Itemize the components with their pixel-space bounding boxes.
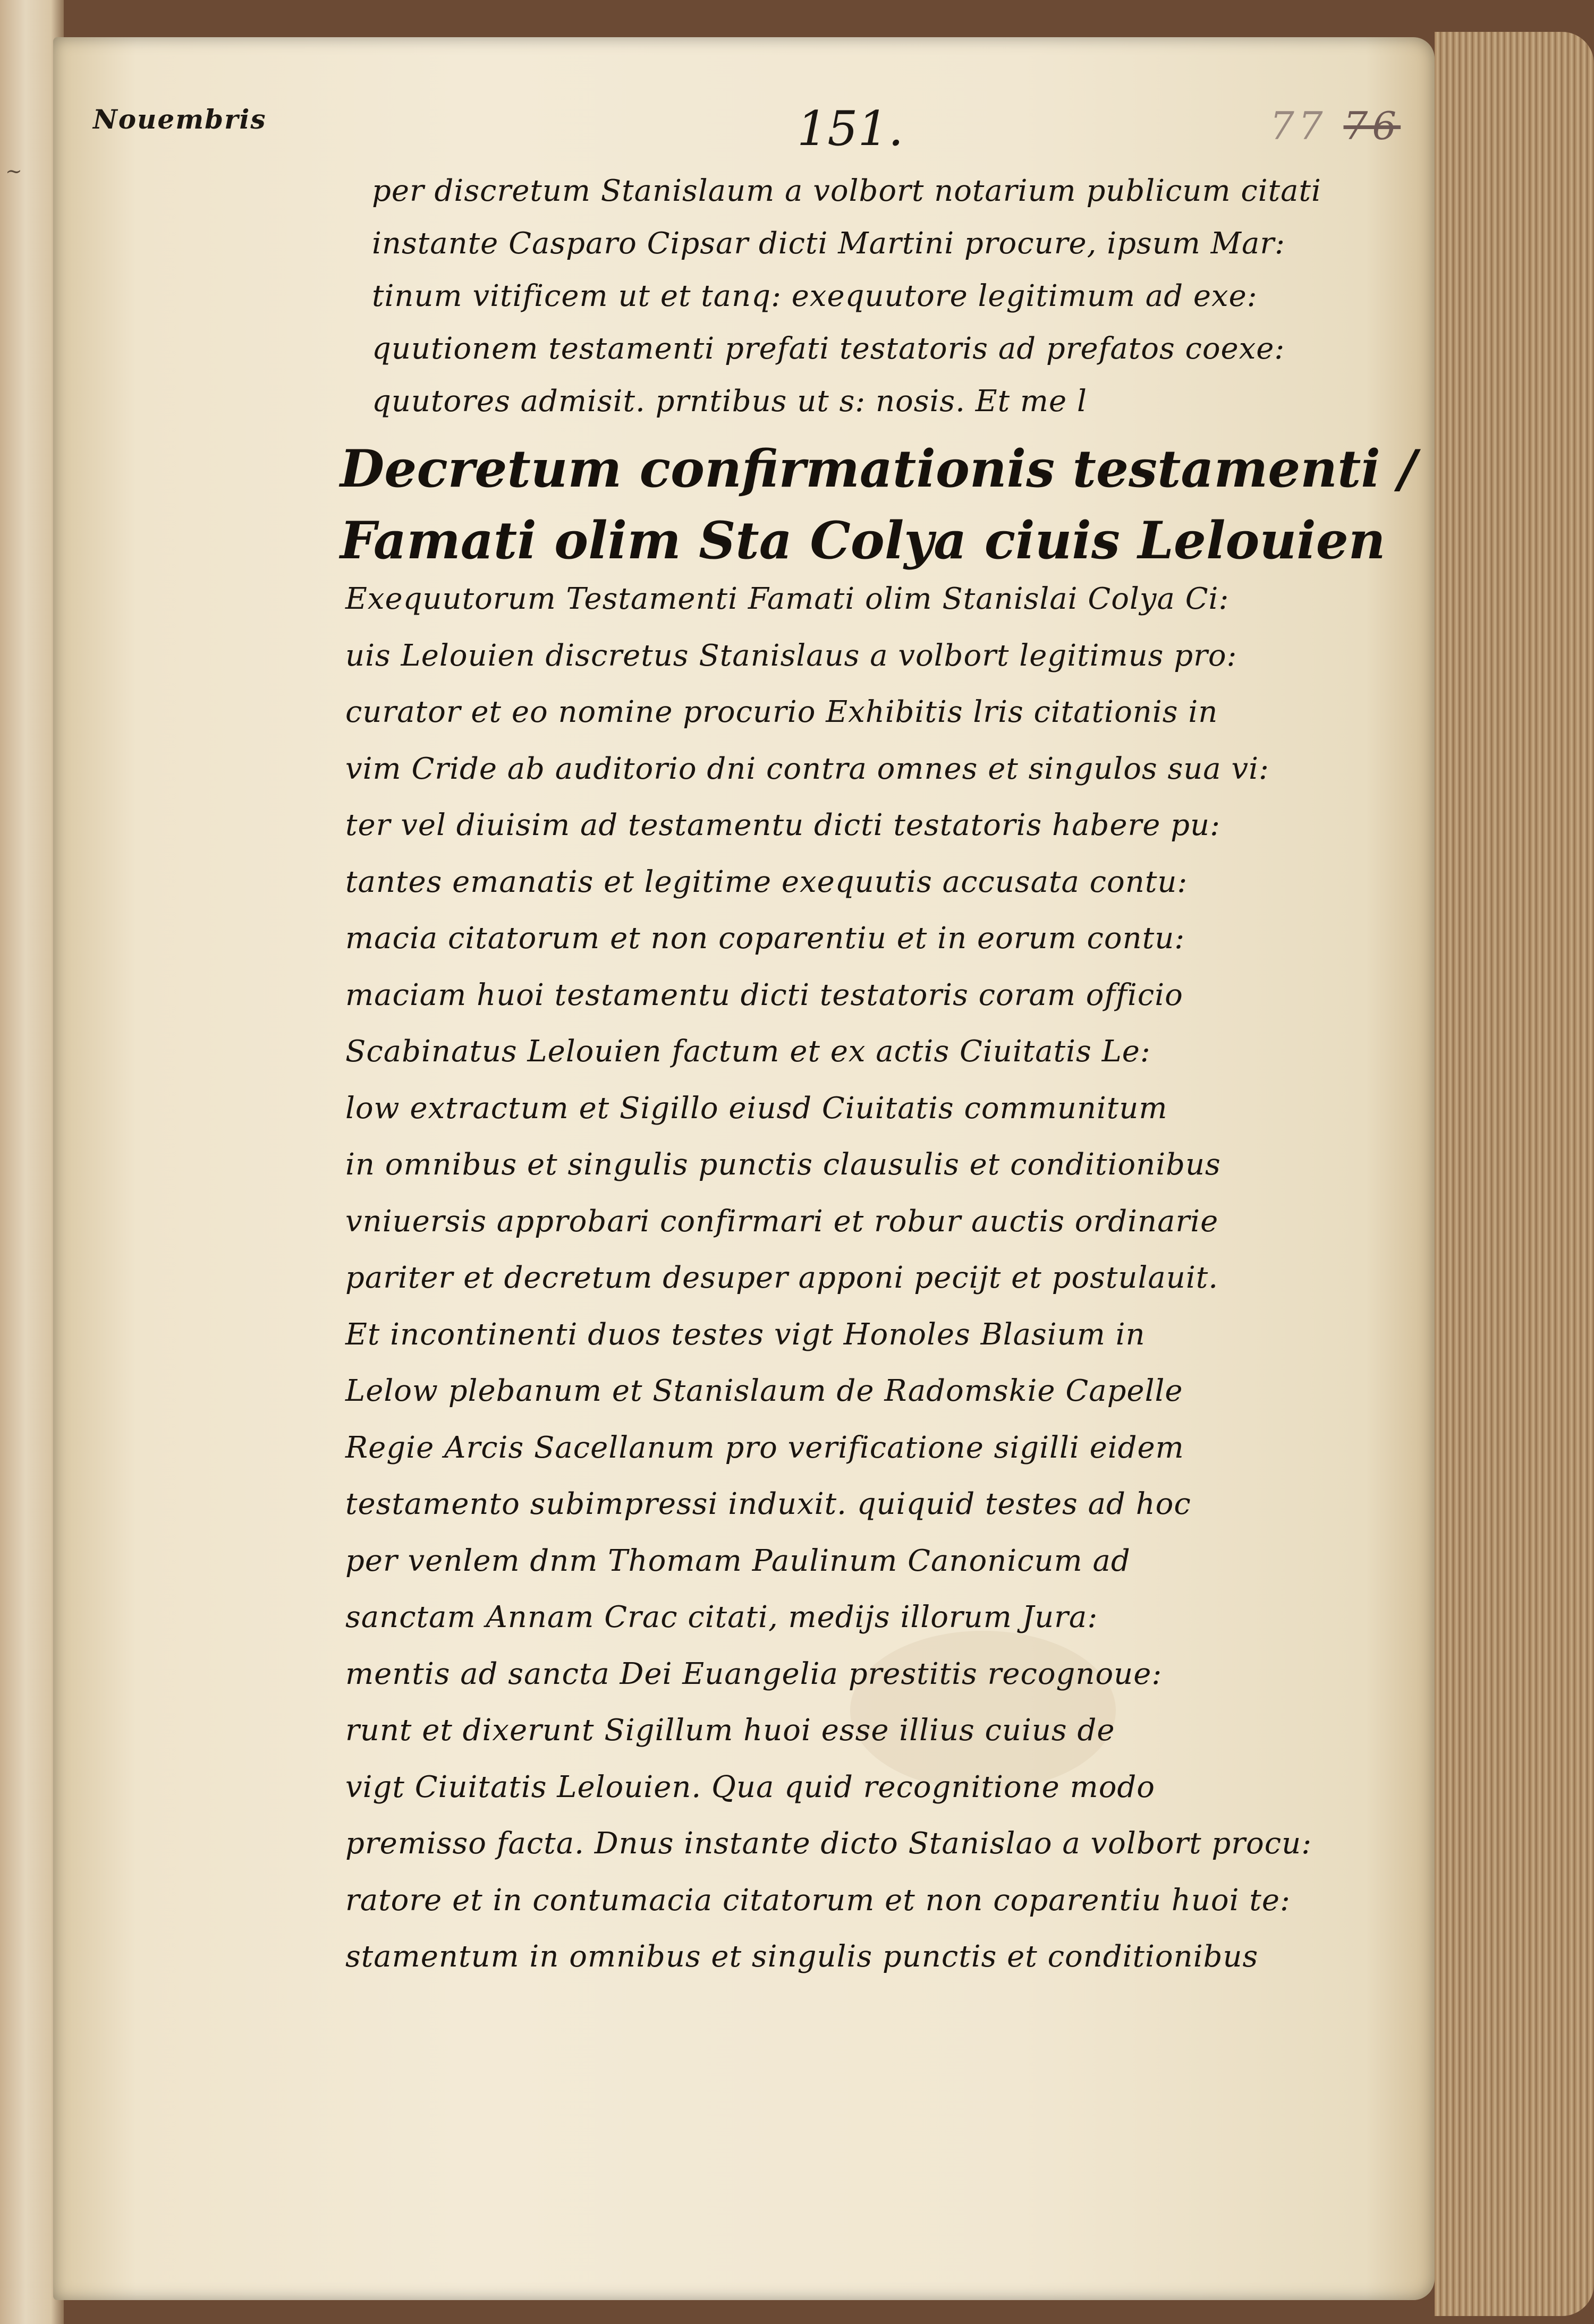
gutter-fragment: ~ (5, 159, 22, 183)
foliation-struck: 76 (1343, 104, 1401, 148)
text-line: Lelow plebanum et Stanislaum de Radomskie Capelle (345, 1374, 1183, 1408)
text-line: macia citatorum et non coparentiu et in eorum contu: (345, 921, 1185, 956)
text-line: vim Cride ab auditorio dni contra omnes et singulos sua vi: (345, 751, 1269, 786)
text-line: quutionem testamenti prefati testatoris ad prefatos coexe: (372, 331, 1285, 366)
book-page-edges (1435, 32, 1594, 2316)
text-line: in omnibus et singulis punctis clausulis et conditionibus (345, 1147, 1221, 1182)
text-line: runt et dixerunt Sigillum huoi esse illius cuius de (345, 1713, 1115, 1748)
text-line: ter vel diuisim ad testamentu dicti testatoris habere pu: (345, 808, 1220, 842)
text-line: tinum vitificem ut et tanq: exequutore legitimum ad exe: (372, 279, 1258, 313)
text-line: stamentum in omnibus et singulis punctis et conditionibus (345, 1939, 1259, 1974)
page-number: 151. (797, 101, 904, 157)
text-line: per venlem dnm Thomam Paulinum Canonicum ad (345, 1543, 1131, 1578)
text-line: tantes emanatis et legitime exequutis accusata contu: (345, 864, 1188, 899)
decree-heading (340, 433, 1417, 576)
text-line: premisso facta. Dnus instante dicto Stanislao a volbort procu: (345, 1826, 1312, 1861)
text-line: sanctam Annam Crac citati, medijs illorum Jura: (345, 1600, 1098, 1635)
text-line: instante Casparo Cipsar dicti Martini procure, ipsum Mar: (372, 226, 1286, 261)
text-line: vniuersis approbari confirmari et robur auctis ordinarie (345, 1204, 1219, 1239)
heading-line: Decretum confirmationis testamenti / (340, 439, 1417, 499)
text-line: quutores admisit. prntibus ut s: nosis. Et me l (372, 384, 1087, 419)
text-line: ratore et in contumacia citatorum et non coparentiu huoi te: (345, 1883, 1291, 1918)
text-line: maciam huoi testamentu dicti testatoris coram officio (345, 977, 1183, 1012)
foliation-current: 77 (1270, 104, 1327, 148)
text-line: curator et eo nomine procurio Exhibitis lris citationis in (345, 695, 1218, 729)
intro-paragraph (372, 165, 1413, 428)
text-line: Scabinatus Lelouien factum et ex actis Ciuitatis Le: (345, 1034, 1151, 1069)
text-line: mentis ad sancta Dei Euangelia prestitis recognoue: (345, 1656, 1163, 1691)
foliation-number (1270, 104, 1401, 148)
text-line: low extractum et Sigillo eiusd Ciuitatis communitum (345, 1091, 1168, 1126)
text-line: Exequutorum Testamenti Famati olim Stanislai Colya Ci: (345, 582, 1230, 616)
text-line: Regie Arcis Sacellanum pro verificatione sigilli eidem (345, 1430, 1184, 1465)
text-line: vigt Ciuitatis Lelouien. Qua quid recognitione modo (345, 1769, 1155, 1804)
heading-line: Famati olim Sta Colya ciuis Lelouien (340, 510, 1386, 571)
text-line: uis Lelouien discretus Stanislaus a volbort legitimus pro: (345, 638, 1237, 673)
text-line: Et incontinenti duos testes vigt Honoles Blasium in (345, 1317, 1146, 1352)
text-line: per discretum Stanislaum a volbort notarium publicum citati (372, 174, 1321, 208)
text-line: testamento subimpressi induxit. quiquid testes ad hoc (345, 1487, 1191, 1521)
decree-body (345, 571, 1419, 1986)
margin-note: Nouembris (93, 104, 267, 135)
text-line: pariter et decretum desuper apponi pecijt et postulauit. (345, 1261, 1219, 1295)
